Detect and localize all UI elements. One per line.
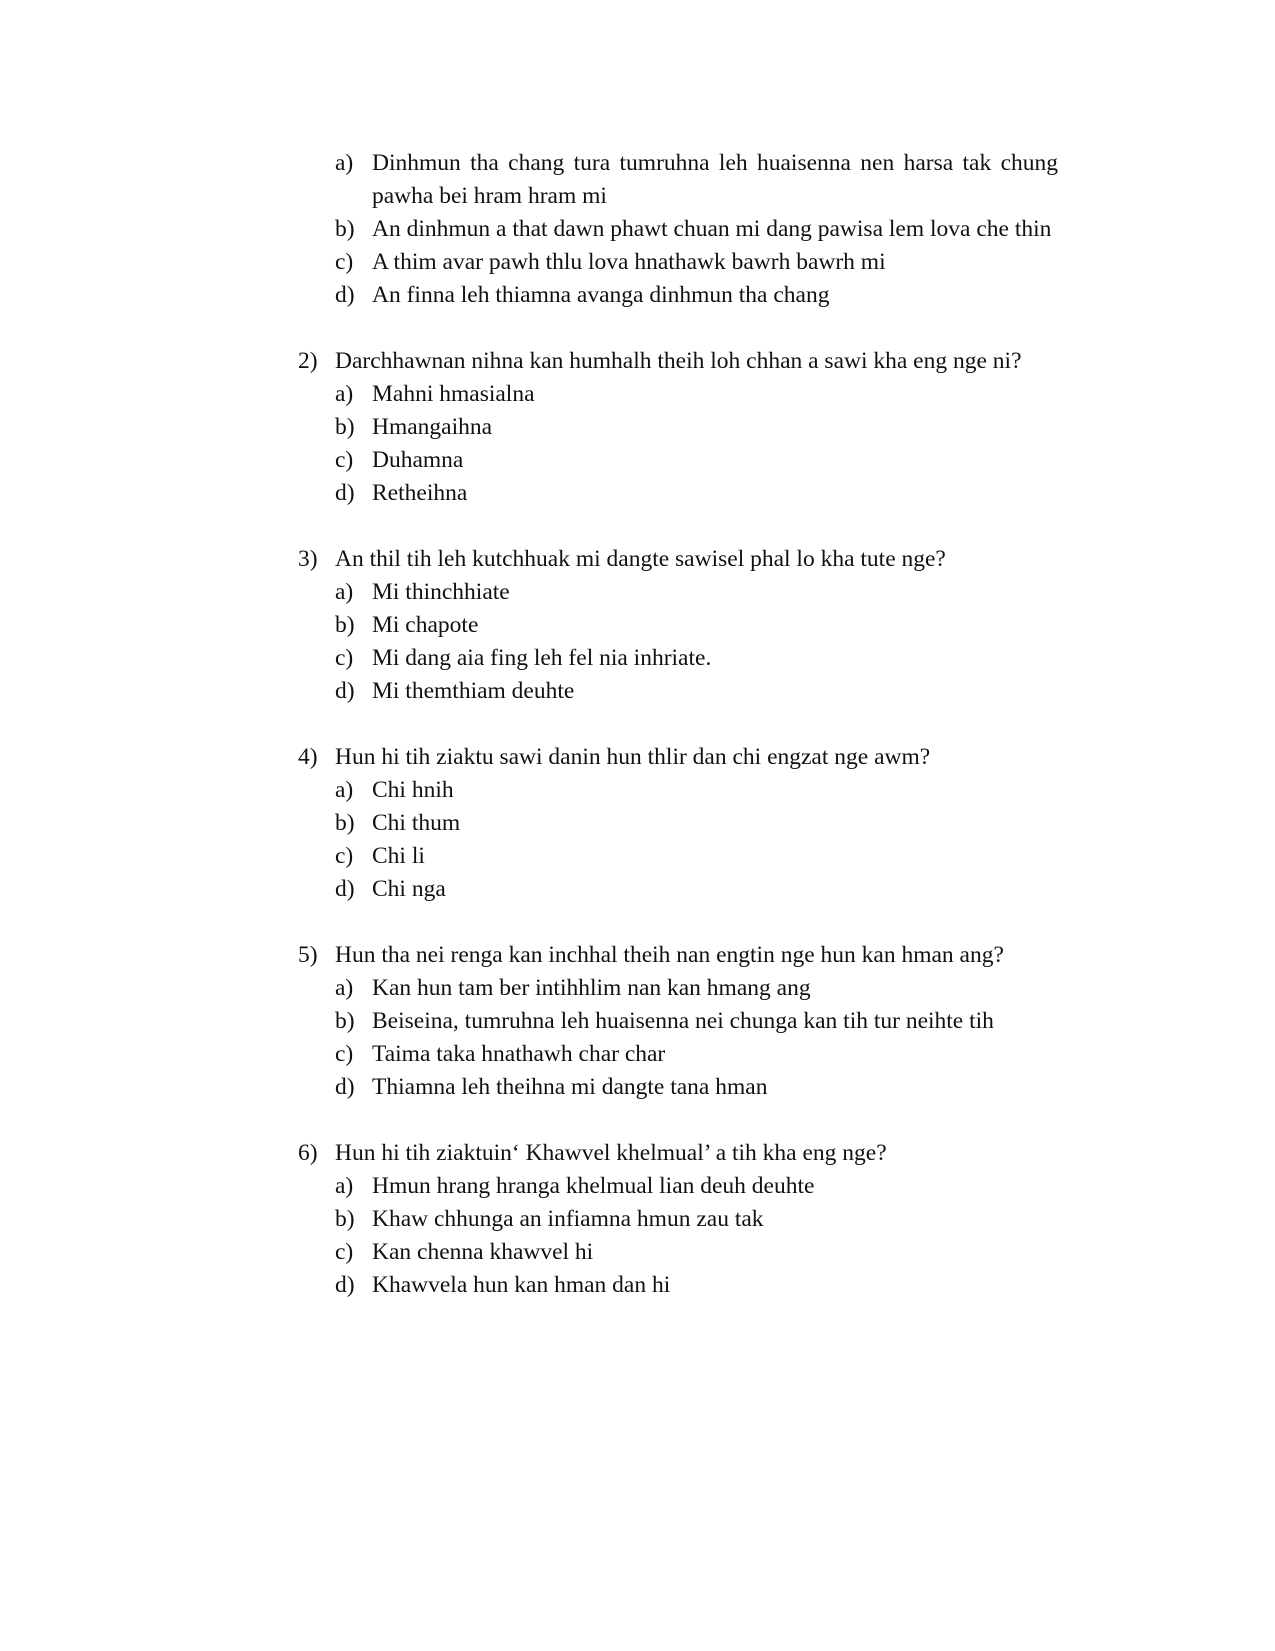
- continued-options: [335, 147, 1058, 312]
- option-label: d): [335, 678, 355, 704]
- option-label: a): [335, 975, 354, 1001]
- option-item: [335, 444, 1058, 477]
- option-item: [335, 213, 1058, 246]
- question-number: 2): [298, 348, 318, 374]
- option-label: d): [335, 480, 355, 506]
- question-text: Hun hi tih ziaktu sawi danin hun thlir dan chi engzat nge awm?: [335, 744, 931, 770]
- option-label: d): [335, 282, 355, 308]
- option-item: [335, 576, 1058, 609]
- option-item: [335, 147, 1058, 213]
- option-text: Thiamna leh theihna mi dangte tana hman: [372, 1074, 768, 1100]
- question-text: Darchhawnan nihna kan humhalh theih loh chhan a sawi kha eng nge ni?: [335, 348, 1022, 374]
- option-text: Chi thum: [372, 810, 461, 836]
- option-label: b): [335, 216, 355, 242]
- option-text: Mi chapote: [372, 612, 479, 638]
- option-text: A thim avar pawh thlu lova hnathawk bawrh bawrh mi: [372, 249, 886, 275]
- option-text: Mahni hmasialna: [372, 381, 535, 407]
- option-item: [335, 1170, 1058, 1203]
- question-number: 6): [298, 1140, 318, 1166]
- option-list: [335, 774, 1058, 906]
- option-item: [335, 1236, 1058, 1269]
- question-number: 5): [298, 942, 318, 968]
- option-label: b): [335, 414, 355, 440]
- option-text: Chi nga: [372, 876, 446, 902]
- option-label: c): [335, 447, 354, 473]
- question-number: 4): [298, 744, 318, 770]
- option-item: [335, 378, 1058, 411]
- option-item: [335, 873, 1058, 906]
- option-item: [335, 279, 1058, 312]
- option-item: [335, 609, 1058, 642]
- option-label: b): [335, 1008, 355, 1034]
- option-text: Chi li: [372, 843, 425, 869]
- question-2: [298, 345, 1058, 510]
- option-label: a): [335, 777, 354, 803]
- option-label: b): [335, 612, 355, 638]
- option-text: Hmun hrang hranga khelmual lian deuh deuhte: [372, 1173, 815, 1199]
- option-label: c): [335, 249, 354, 275]
- option-label: d): [335, 876, 355, 902]
- option-item: [335, 1203, 1058, 1236]
- option-text: Khaw chhunga an infiamna hmun zau tak: [372, 1206, 764, 1232]
- question-stem: [298, 543, 1058, 576]
- option-item: [335, 1269, 1058, 1302]
- question-5: [298, 939, 1058, 1104]
- option-item: [335, 675, 1058, 708]
- option-label: b): [335, 810, 355, 836]
- question-stem: [298, 345, 1058, 378]
- option-label: c): [335, 645, 354, 671]
- option-text: Chi hnih: [372, 777, 454, 803]
- option-label: c): [335, 1239, 354, 1265]
- option-item: [335, 1005, 1058, 1038]
- question-text: An thil tih leh kutchhuak mi dangte sawisel phal lo kha tute nge?: [335, 546, 946, 572]
- option-text: Hmangaihna: [372, 414, 493, 440]
- question-number: 3): [298, 546, 318, 572]
- option-item: [335, 411, 1058, 444]
- option-text: Mi themthiam deuhte: [372, 678, 575, 704]
- option-label: a): [335, 150, 354, 176]
- option-text: Mi dang aia fing leh fel nia inhriate.: [372, 645, 712, 671]
- option-label: a): [335, 1173, 354, 1199]
- option-label: d): [335, 1272, 355, 1298]
- option-label: d): [335, 1074, 355, 1100]
- option-list: [335, 378, 1058, 510]
- option-text: Duhamna: [372, 447, 464, 473]
- question-text: Hun hi tih ziaktuin‘ Khawvel khelmual’ a tih kha eng nge?: [335, 1140, 887, 1166]
- option-item: [335, 840, 1058, 873]
- option-text: Retheihna: [372, 480, 468, 506]
- option-list: [335, 972, 1058, 1104]
- option-item: [335, 246, 1058, 279]
- option-text: Dinhmun tha chang tura tumruhna leh huaisenna nen harsa tak chung pawha bei hram hram mi: [372, 150, 1058, 209]
- option-text: Taima taka hnathawh char char: [372, 1041, 666, 1067]
- option-label: b): [335, 1206, 355, 1232]
- option-label: c): [335, 843, 354, 869]
- option-label: c): [335, 1041, 354, 1067]
- option-item: [335, 972, 1058, 1005]
- option-text: An dinhmun a that dawn phawt chuan mi dang pawisa lem lova che thin: [372, 216, 1052, 242]
- option-list: [335, 576, 1058, 708]
- option-label: a): [335, 579, 354, 605]
- option-item: [335, 642, 1058, 675]
- question-stem: [298, 939, 1058, 972]
- question-stem: [298, 1137, 1058, 1170]
- option-label: a): [335, 381, 354, 407]
- option-text: Kan hun tam ber intihhlim nan kan hmang ang: [372, 975, 811, 1001]
- option-text: Khawvela hun kan hman dan hi: [372, 1272, 671, 1298]
- option-text: Beiseina, tumruhna leh huaisenna nei chunga kan tih tur neihte tih: [372, 1008, 994, 1034]
- option-item: [335, 1071, 1058, 1104]
- question-6: [298, 1137, 1058, 1302]
- option-item: [335, 477, 1058, 510]
- option-list: [335, 1170, 1058, 1302]
- option-item: [335, 1038, 1058, 1071]
- option-text: Mi thinchhiate: [372, 579, 510, 605]
- option-text: Kan chenna khawvel hi: [372, 1239, 594, 1265]
- option-item: [335, 774, 1058, 807]
- question-stem: [298, 741, 1058, 774]
- question-3: [298, 543, 1058, 708]
- question-text: Hun tha nei renga kan inchhal theih nan engtin nge hun kan hman ang?: [335, 942, 1004, 968]
- question-4: [298, 741, 1058, 906]
- quiz-content: [298, 147, 1058, 1302]
- option-text: An finna leh thiamna avanga dinhmun tha chang: [372, 282, 830, 308]
- option-item: [335, 807, 1058, 840]
